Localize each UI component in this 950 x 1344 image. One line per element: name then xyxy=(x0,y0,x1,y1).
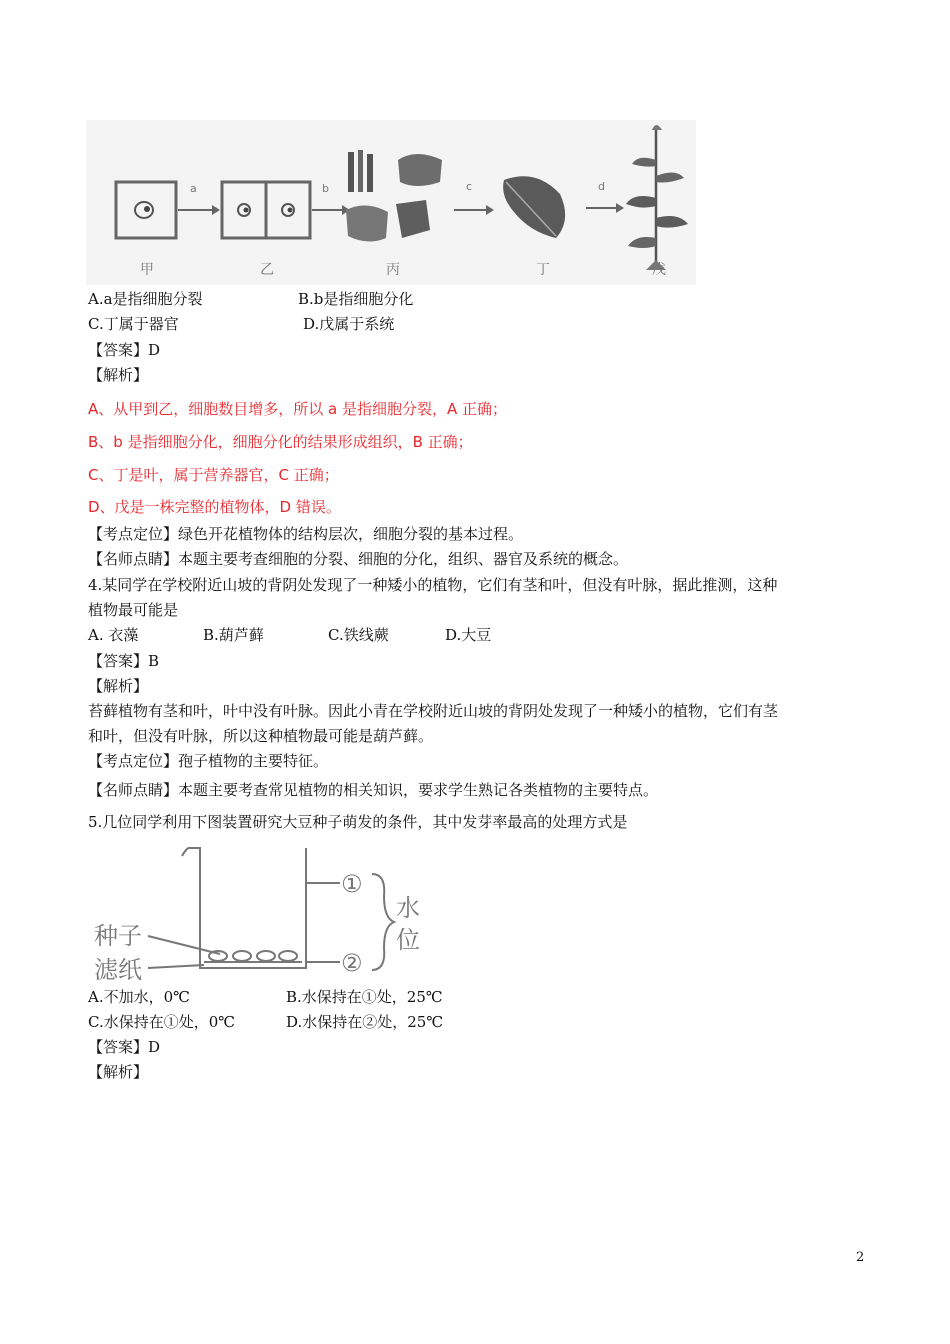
q3-analysis-line: D、戊是一株完整的植物体，D 错误。 xyxy=(88,498,341,516)
q3-kaodian: 【考点定位】绿色开花植物体的结构层次，细胞分裂的基本过程。 xyxy=(88,525,524,543)
q5-option-c: C.水保持在①处，0℃ xyxy=(88,1013,236,1031)
seed-label: 种子 xyxy=(94,922,142,950)
water-level-label: 水 xyxy=(396,894,420,922)
q3-mingshi: 【名师点睛】本题主要考查细胞的分裂、细胞的分化，组织、器官及系统的概念。 xyxy=(88,550,629,568)
seed-germination-figure xyxy=(88,838,428,983)
page-number: 2 xyxy=(856,1250,865,1265)
q4-option-d: D.大豆 xyxy=(445,626,492,644)
q5-analysis-label: 【解析】 xyxy=(88,1063,149,1081)
paper-pointer xyxy=(148,965,204,968)
q3-analysis-label: 【解析】 xyxy=(88,366,149,384)
q4-stem-cont: 植物最可能是 xyxy=(88,601,179,619)
q4-option-a: A. 衣藻 xyxy=(88,626,139,644)
q4-analysis-label: 【解析】 xyxy=(88,677,149,695)
q3-answer: 【答案】D xyxy=(88,341,161,359)
plant-structure-figure xyxy=(86,120,696,285)
q3-analysis-line: A、从甲到乙，细胞数目增多，所以 a 是指细胞分裂，A 正确； xyxy=(88,400,508,418)
figure-label: d xyxy=(598,180,605,193)
q3-option-d: D.戊属于系统 xyxy=(303,315,395,333)
q3-option-c: C.丁属于器官 xyxy=(88,315,179,333)
stage-label-jia: 甲 xyxy=(140,262,154,278)
brace xyxy=(372,874,394,970)
figure-label: a xyxy=(190,182,197,195)
level-mark-2: ② xyxy=(341,949,363,977)
q5-answer: 【答案】D xyxy=(88,1038,161,1056)
filter-paper-label: 滤纸 xyxy=(94,956,142,983)
q3-analysis-line: C、丁是叶，属于营养器官，C 正确； xyxy=(88,466,339,484)
q5-option-a: A.不加水，0℃ xyxy=(88,988,190,1006)
q5-stem: 5.几位同学利用下图装置研究大豆种子萌发的条件，其中发芽率最高的处理方式是 xyxy=(88,813,628,831)
seed-pointer xyxy=(148,936,220,954)
q3-analysis-line: B、b 是指细胞分化，细胞分化的结果形成组织，B 正确； xyxy=(88,433,473,451)
q4-option-c: C.铁线蕨 xyxy=(328,626,389,644)
q4-mingshi: 【名师点睛】本题主要考查常见植物的相关知识，要求学生熟记各类植物的主要特点。 xyxy=(88,781,659,799)
stage-label-ding: 丁 xyxy=(536,262,550,278)
stage-label-wu: 戊 xyxy=(652,262,666,278)
q4-option-b: B.葫芦藓 xyxy=(203,626,264,644)
q4-analysis-line: 和叶，但没有叶脉，所以这种植物最可能是葫芦藓。 xyxy=(88,727,434,745)
q3-option-b: B.b是指细胞分化 xyxy=(298,290,414,308)
figure-label: b xyxy=(322,182,329,195)
figure-label: c xyxy=(466,180,473,193)
q4-stem: 4.某同学在学校附近山坡的背阴处发现了一种矮小的植物，它们有茎和叶，但没有叶脉，据此推测，这种 xyxy=(88,576,778,594)
q4-answer: 【答案】B xyxy=(88,652,160,670)
q5-option-b: B.水保持在①处，25℃ xyxy=(286,988,443,1006)
q4-kaodian: 【考点定位】孢子植物的主要特征。 xyxy=(88,752,329,770)
stage-label-bing: 丙 xyxy=(386,262,400,278)
water-level-label: 位 xyxy=(396,926,420,954)
level-mark-1: ① xyxy=(341,870,363,898)
q5-option-d: D.水保持在②处，25℃ xyxy=(286,1013,444,1031)
q4-analysis-line: 苔藓植物有茎和叶，叶中没有叶脉。因此小青在学校附近山坡的背阴处发现了一种矮小的植物，它们有茎 xyxy=(88,702,779,720)
stage-label-yi: 乙 xyxy=(260,262,274,278)
q3-option-a: A.a是指细胞分裂 xyxy=(88,290,203,308)
